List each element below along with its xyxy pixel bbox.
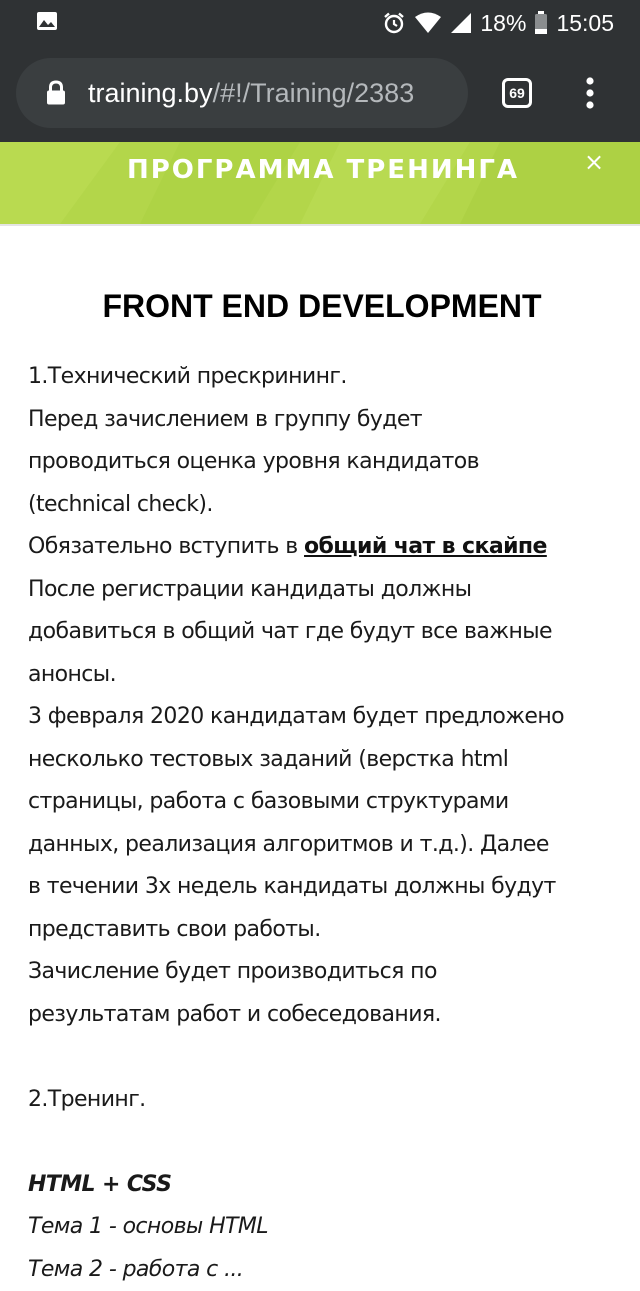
text-line: данных, реализация алгоритмов и т.д.). Далее bbox=[28, 824, 616, 867]
text-line: проводиться оценка уровня кандидатов bbox=[28, 441, 616, 484]
wifi-icon bbox=[414, 12, 442, 34]
text-line: 3 февраля 2020 кандидатам будет предложено bbox=[28, 696, 616, 739]
text-line: страницы, работа с базовыми структурами bbox=[28, 781, 616, 824]
text-line: Перед зачислением в группу будет bbox=[28, 399, 616, 442]
section-heading: 2.Тренинг. bbox=[28, 1079, 616, 1122]
program-banner bbox=[0, 142, 640, 224]
text-line: 1.Технический прескрининг. bbox=[28, 356, 616, 399]
tab-switcher-button[interactable]: 69 bbox=[502, 78, 532, 108]
status-icons bbox=[382, 0, 614, 46]
text-line: добавиться в общий чат где будут все важные bbox=[28, 611, 616, 654]
chat-prefix: Обязательно вступить в bbox=[28, 534, 304, 559]
menu-dots-icon[interactable] bbox=[578, 76, 602, 110]
text-line: результатам работ и собеседования. bbox=[28, 994, 616, 1037]
address-bar[interactable] bbox=[16, 58, 468, 128]
image-icon bbox=[36, 11, 58, 31]
text-line: (technical check). bbox=[28, 484, 616, 527]
url-host: training.by bbox=[88, 78, 213, 108]
page-title: FRONT END DEVELOPMENT bbox=[28, 282, 616, 330]
text-line: анонсы. bbox=[28, 654, 616, 697]
banner-title: ПРОГРАММА ТРЕНИНГА bbox=[0, 142, 640, 198]
main-content bbox=[28, 226, 616, 1291]
text-line: Зачисление будет производиться по bbox=[28, 951, 616, 994]
battery-percent: 18% bbox=[480, 10, 526, 37]
signal-icon bbox=[450, 12, 472, 34]
chat-line bbox=[28, 526, 616, 569]
program-description bbox=[28, 356, 616, 1291]
spacer bbox=[28, 1121, 616, 1164]
text-line: в течении 3х недель кандидаты должны будут bbox=[28, 866, 616, 909]
alarm-icon bbox=[382, 11, 406, 35]
topic-item: Тема 2 - работа с ... bbox=[28, 1249, 616, 1291]
text-line: представить свои работы. bbox=[28, 909, 616, 952]
clock: 15:05 bbox=[556, 10, 614, 37]
url-path: /#!/Training/2383 bbox=[213, 78, 415, 108]
topic-item: Тема 1 - основы HTML bbox=[28, 1206, 616, 1249]
lock-icon bbox=[46, 80, 66, 106]
url-text[interactable] bbox=[88, 58, 458, 128]
text-line: несколько тестовых заданий (верстка html bbox=[28, 739, 616, 782]
spacer bbox=[28, 1036, 616, 1079]
skype-chat-link[interactable]: общий чат в скайпе bbox=[304, 534, 547, 559]
text-line: После регистрации кандидаты должны bbox=[28, 569, 616, 612]
battery-icon bbox=[534, 11, 548, 35]
subsection-heading: HTML + CSS bbox=[28, 1164, 616, 1207]
banner-close-button[interactable]: × bbox=[584, 150, 604, 174]
browser-toolbar bbox=[0, 46, 640, 142]
status-bar bbox=[0, 0, 640, 46]
